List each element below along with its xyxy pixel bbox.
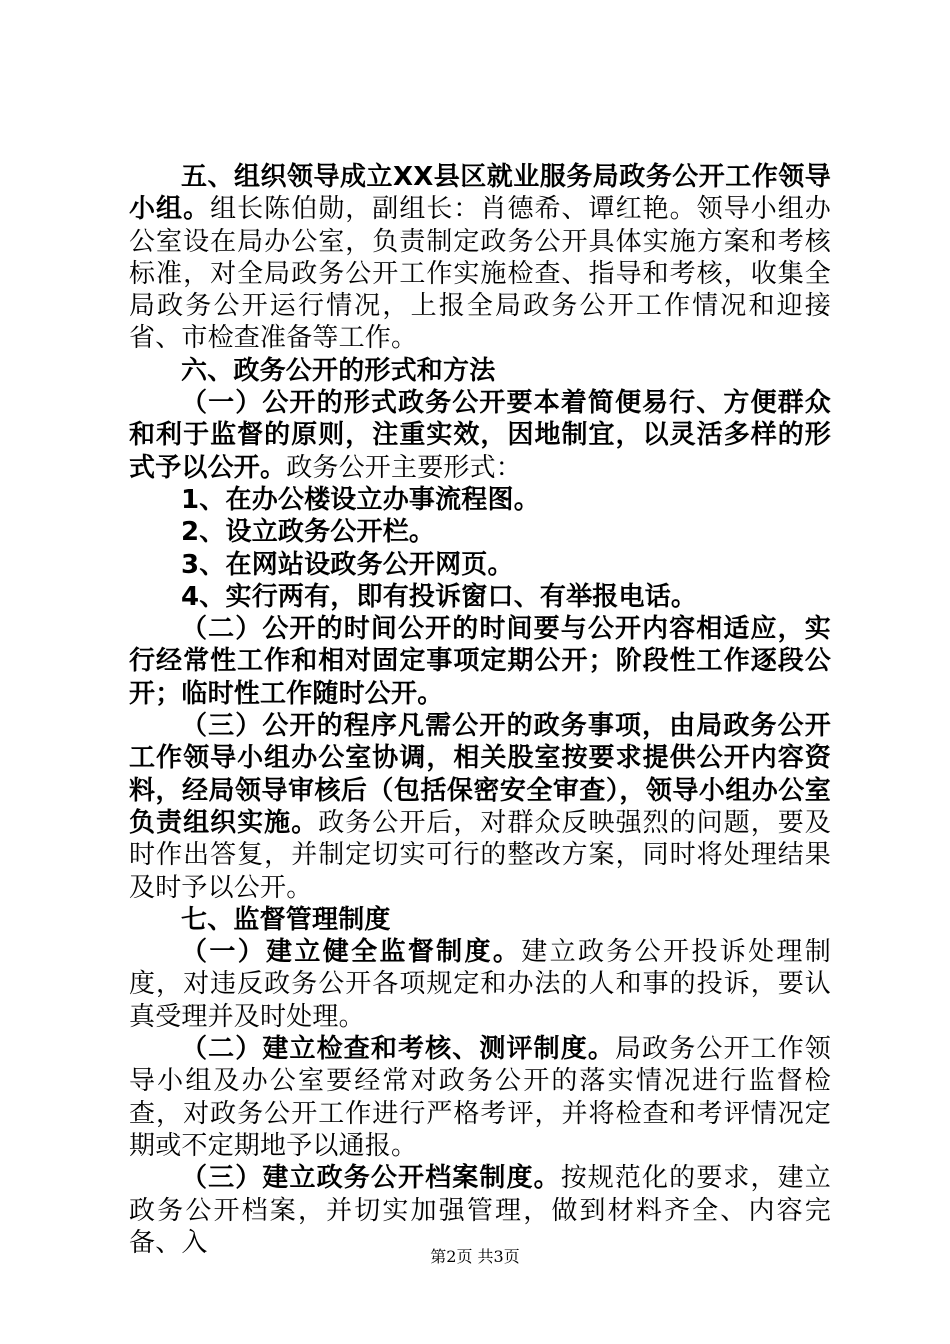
paragraph-lead: 五、组织领导成立XX县区就业服务局政务公开工作领导小组。 bbox=[129, 162, 831, 225]
list-item-4 bbox=[129, 581, 831, 613]
paragraph-lead: 2、设立政务公开栏。 bbox=[181, 517, 436, 548]
paragraph-lead: （二）建立检查和考核、测评制度。 bbox=[181, 1034, 615, 1065]
page-number-footer: 第2页 共3页 bbox=[430, 1247, 520, 1266]
paragraph-lead: （一）公开的形式政务公开要本着简便易行、方便群众和利于监督的原则，注重实效，因地制宜，以灵活多样的形式予以公开。 bbox=[129, 388, 831, 483]
paragraph-text: 按规范化的要求，建立政务公开档案，并切实加强管理，做到材料齐全、内容完备、入 bbox=[129, 1163, 831, 1258]
paragraph-text: 组长陈伯勋，副组长：肖德希、谭红艳。领导小组办公室设在局办公室，负责制定政务公开具体实施方案和考核标准，对全局政务公开工作实施检查、指导和考核，收集全局政务公开运行情况，上报全局政务公开工作情况和迎接省、市检查准备等工作。 bbox=[129, 194, 831, 354]
list-item-3 bbox=[129, 549, 831, 581]
paragraph-lead: （三）公开的程序凡需公开的政务事项，由局政务公开工作领导小组办公室协调，相关股室按要求提供公开内容资料，经局领导审核后（包括保密安全审查），领导小组办公室负责组织实施。 bbox=[129, 711, 831, 838]
paragraph-lead: 1、在办公楼设立办事流程图。 bbox=[181, 484, 540, 515]
paragraph-text: 局政务公开工作领导小组及办公室要经常对政务公开的落实情况进行监督检查，对政务公开工作进行严格考评，并将检查和考评情况定期或不定期地予以通报。 bbox=[129, 1034, 832, 1161]
paragraph-forms bbox=[129, 387, 831, 484]
paragraph-lead: （三）建立政务公开档案制度。 bbox=[181, 1163, 561, 1194]
paragraph-supervision-system bbox=[129, 936, 831, 1033]
paragraph-lead: 六、政务公开的形式和方法 bbox=[181, 355, 496, 386]
document-body bbox=[129, 161, 831, 1259]
paragraph-timing bbox=[129, 613, 831, 710]
paragraph-lead: （二）公开的时间公开的时间要与公开内容相适应，实行经常性工作和相对固定事项定期公开；阶段性工作逐段公开；临时性工作随时公开。 bbox=[129, 614, 831, 709]
paragraph-text: 政务公开后，对群众反映强烈的问题，要及时作出答复，并制定切实可行的整改方案，同时将处理结果及时予以公开。 bbox=[129, 807, 831, 903]
paragraph-text: 建立政务公开投诉处理制度，对违反政务公开各项规定和办法的人和事的投诉，要认真受理并及时处理。 bbox=[129, 937, 831, 1032]
paragraph-inspection-system bbox=[129, 1033, 831, 1162]
list-item-1 bbox=[129, 484, 831, 516]
paragraph-lead: 3、在网站设政务公开网页。 bbox=[181, 549, 514, 580]
paragraph-text: 政务公开主要形式： bbox=[286, 452, 523, 483]
section-heading-supervision bbox=[129, 904, 831, 936]
paragraph-procedure bbox=[129, 710, 831, 904]
paragraph-lead: （一）建立健全监督制度。 bbox=[181, 937, 522, 968]
paragraph-organization bbox=[129, 161, 831, 355]
paragraph-lead: 七、监督管理制度 bbox=[181, 904, 391, 935]
list-item-2 bbox=[129, 516, 831, 548]
paragraph-lead: 4、实行两有，即有投诉窗口、有举报电话。 bbox=[181, 581, 698, 612]
section-heading-forms bbox=[129, 355, 831, 387]
